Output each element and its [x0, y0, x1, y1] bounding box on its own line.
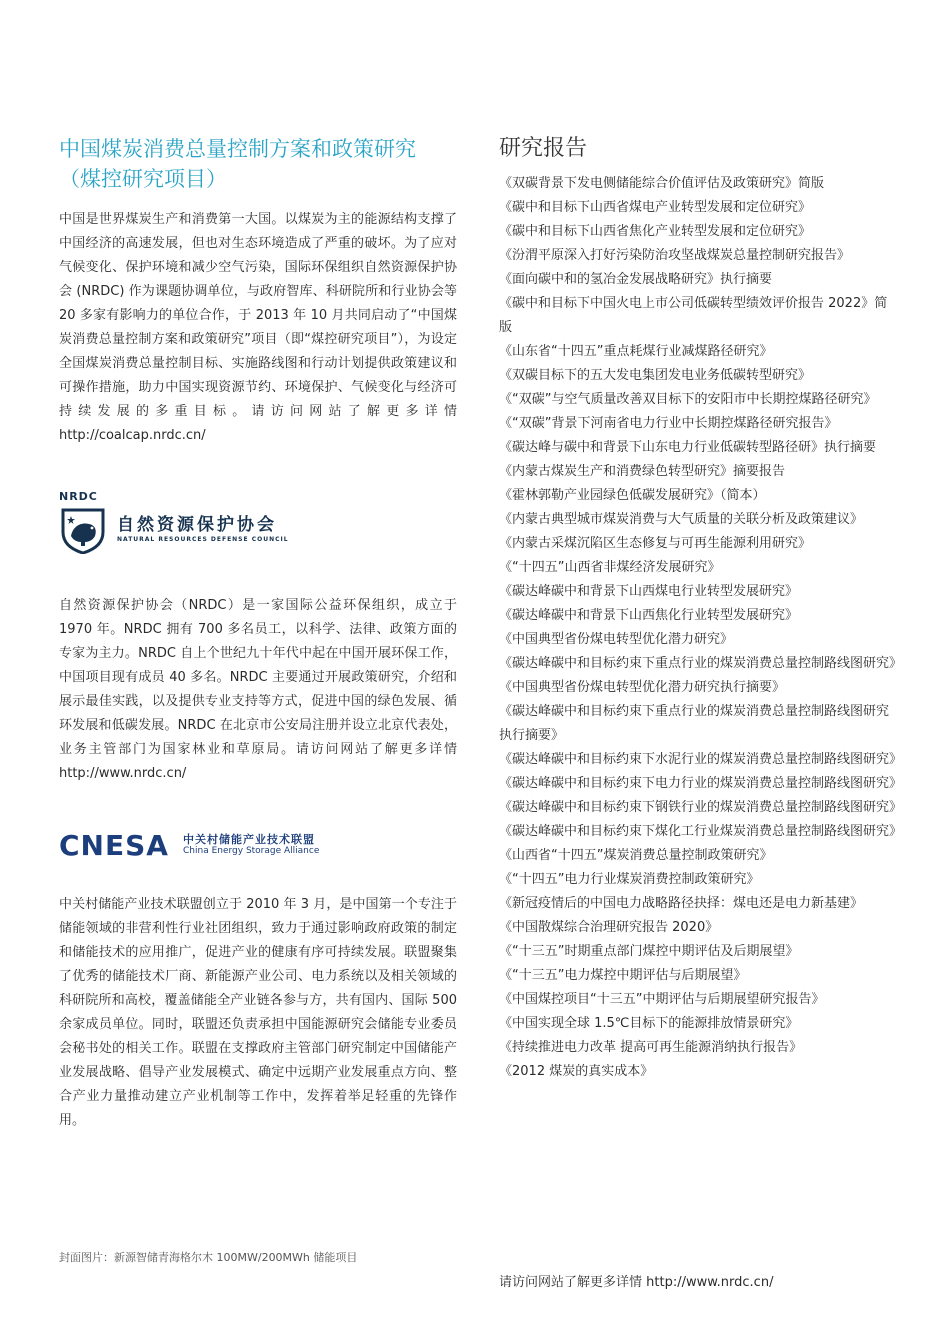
report-item: 《“双碳”与空气质量改善双目标下的安阳市中长期控煤路径研究》 — [499, 392, 877, 407]
report-item: 《碳中和目标下中国火电上市公司低碳转型绩效评价报告 2022》简版 — [499, 296, 888, 335]
report-item: 《双碳背景下发电侧储能综合价值评估及政策研究》简版 — [499, 176, 825, 191]
project-title — [59, 134, 457, 194]
report-item: 《中国散煤综合治理研究报告 2020》 — [499, 920, 719, 935]
report-item: 《碳达峰碳中和背景下山西煤电行业转型发展研究》 — [499, 584, 799, 599]
project-title-line1: 中国煤炭消费总量控制方案和政策研究 — [59, 137, 416, 161]
report-item: 《持续推进电力改革 提高可再生能源消纳执行报告》 — [499, 1040, 803, 1055]
report-item: 《碳中和目标下山西省焦化产业转型发展和定位研究》 — [499, 224, 812, 239]
report-item: 《双碳目标下的五大发电集团发电业务低碳转型研究》 — [499, 368, 812, 383]
report-item: 《内蒙古典型城市煤炭消费与大气质量的关联分析及政策建议》 — [499, 512, 864, 527]
nrdc-bear-emblem-icon — [59, 506, 107, 554]
report-item: 《2012 煤炭的真实成本》 — [499, 1064, 654, 1079]
report-item: 《霍林郭勒产业园绿色低碳发展研究》（简本） — [499, 488, 766, 503]
nrdc-logo-name-cn: 自然资源保护协会 — [117, 515, 277, 535]
report-item: 《山西省“十四五”煤炭消费总量控制政策研究》 — [499, 848, 773, 863]
nrdc-logo-tag: NRDC — [59, 490, 98, 503]
website-footer-link: 请访问网站了解更多详情 http://www.nrdc.cn/ — [499, 1275, 774, 1290]
report-item: 《碳达峰碳中和目标约束下钢铁行业的煤炭消费总量控制路线图研究》 — [499, 800, 903, 815]
report-item: 《中国煤控项目“十三五”中期评估与后期展望研究报告》 — [499, 992, 825, 1007]
nrdc-logo-name-en: NATURAL RESOURCES DEFENSE COUNCIL — [117, 536, 289, 543]
report-item: 《碳达峰碳中和目标约束下煤化工行业煤炭消费总量控制路线图研究》 — [499, 824, 903, 839]
report-item: 《汾渭平原深入打好污染防治攻坚战煤炭总量控制研究报告》 — [499, 248, 851, 263]
report-item: 《内蒙古采煤沉陷区生态修复与可再生能源利用研究》 — [499, 536, 812, 551]
report-item: 《碳达峰碳中和目标约束下电力行业的煤炭消费总量控制路线图研究》 — [499, 776, 903, 791]
cover-image-credit: 封面图片：新源智储青海格尔木 100MW/200MWh 储能项目 — [59, 1251, 358, 1264]
reports-title: 研究报告 — [499, 136, 588, 161]
report-item: 《中国典型省份煤电转型优化潜力研究》 — [499, 632, 734, 647]
left-column — [59, 134, 457, 1133]
report-item: 《面向碳中和的氢冶金发展战略研究》执行摘要 — [499, 272, 773, 287]
report-item: 《“十三五”电力煤控中期评估与后期展望》 — [499, 968, 747, 983]
report-item: 《碳达峰碳中和目标约束下重点行业的煤炭消费总量控制路线图研究执行摘要》 — [499, 704, 890, 743]
cnesa-logo-name-cn: 中关村储能产业技术联盟 — [183, 833, 315, 846]
report-item: 《“十四五”山西省非煤经济发展研究》 — [499, 560, 721, 575]
reports-list — [499, 172, 903, 1084]
project-description: 中国是世界煤炭生产和消费第一大国。以煤炭为主的能源结构支撑了中国经济的高速发展，但也对生态环境造成了严重的破坏。为了应对气候变化、保护环境和减少空气污染，国际环保组织自然资源保护协会 (NRDC) 作为课题协调单位，与政府智库、科研院所和行业协会等 20 多家有影响力的单位合作，于 2013 年 10 月共同启动了“中国煤炭消费总量控制方案和政策研究”项目（即“煤控研究项目”），为设定全国煤炭消费总量控制目标、实施路线图和行动计划提供政策建议和可操作措施，助力中国实现资源节约、环境保护、气候变化与经济可持续发展的多重目标。请访问网站了解更多详情 http://coalcap.nrdc.cn/ — [59, 212, 457, 443]
report-item: 《内蒙古煤炭生产和消费绿色转型研究》摘要报告 — [499, 464, 786, 479]
cnesa-logo — [59, 831, 457, 861]
cnesa-description: 中关村储能产业技术联盟创立于 2010 年 3 月，是中国第一个专注于储能领域的非营利性行业社团组织，致力于通过影响政府政策的制定和储能技术的应用推广，促进产业的健康有序可持续发展。联盟聚集了优秀的储能技术厂商、新能源产业公司、电力系统以及相关领域的科研院所和高校，覆盖储能全产业链各参与方，共有国内、国际 500 余家成员单位。同时，联盟还负责承担中国能源研究会储能专业委员会秘书处的相关工作。联盟在支撑政府主管部门研究制定中国储能产业发展战略、倡导产业发展模式、确定中远期产业发展重点方向、整合产业力量推动建立产业机制等工作中，发挥着举足轻重的先锋作用。 — [59, 897, 457, 1128]
report-item: 《“十三五”时期重点部门煤控中期评估及后期展望》 — [499, 944, 799, 959]
report-item: 《碳中和目标下山西省煤电产业转型发展和定位研究》 — [499, 200, 812, 215]
report-item: 《碳达峰碳中和目标约束下水泥行业的煤炭消费总量控制路线图研究》 — [499, 752, 903, 767]
report-item: 《“十四五”电力行业煤炭消费控制政策研究》 — [499, 872, 760, 887]
report-item: 《新冠疫情后的中国电力战略路径抉择：煤电还是电力新基建》 — [499, 896, 864, 911]
right-column — [499, 134, 903, 1084]
nrdc-logo — [59, 490, 457, 560]
report-item: 《碳达峰碳中和目标约束下重点行业的煤炭消费总量控制路线图研究》 — [499, 656, 903, 671]
report-item: 《“双碳”背景下河南省电力行业中长期控煤路径研究报告》 — [499, 416, 838, 431]
cnesa-logo-name-en: China Energy Storage Alliance — [183, 846, 320, 856]
report-item: 《中国典型省份煤电转型优化潜力研究执行摘要》 — [499, 680, 786, 695]
cnesa-wordmark: CNESA — [59, 829, 169, 862]
project-title-line2: （煤控研究项目） — [59, 167, 227, 191]
report-item: 《中国实现全球 1.5℃目标下的能源排放情景研究》 — [499, 1016, 799, 1031]
report-item: 《碳达峰与碳中和背景下山东电力行业低碳转型路径研》执行摘要 — [499, 440, 877, 455]
nrdc-description: 自然资源保护协会（NRDC）是一家国际公益环保组织，成立于 1970 年。NRDC 拥有 700 多名员工，以科学、法律、政策方面的专家为主力。NRDC 自上个世纪九十年代中起在中国开展环保工作，中国项目现有成员 40 多名。NRDC 主要通过开展政策研究，介绍和展示最佳实践，以及提供专业支持等方式，促进中国的绿色发展、循环发展和低碳发展。NRDC 在北京市公安局注册并设立北京代表处，业务主管部门为国家林业和草原局。请访问网站了解更多详情 http://www.nrdc.cn/ — [59, 598, 457, 781]
report-item: 《碳达峰碳中和背景下山西焦化行业转型发展研究》 — [499, 608, 799, 623]
report-item: 《山东省“十四五”重点耗煤行业减煤路径研究》 — [499, 344, 773, 359]
